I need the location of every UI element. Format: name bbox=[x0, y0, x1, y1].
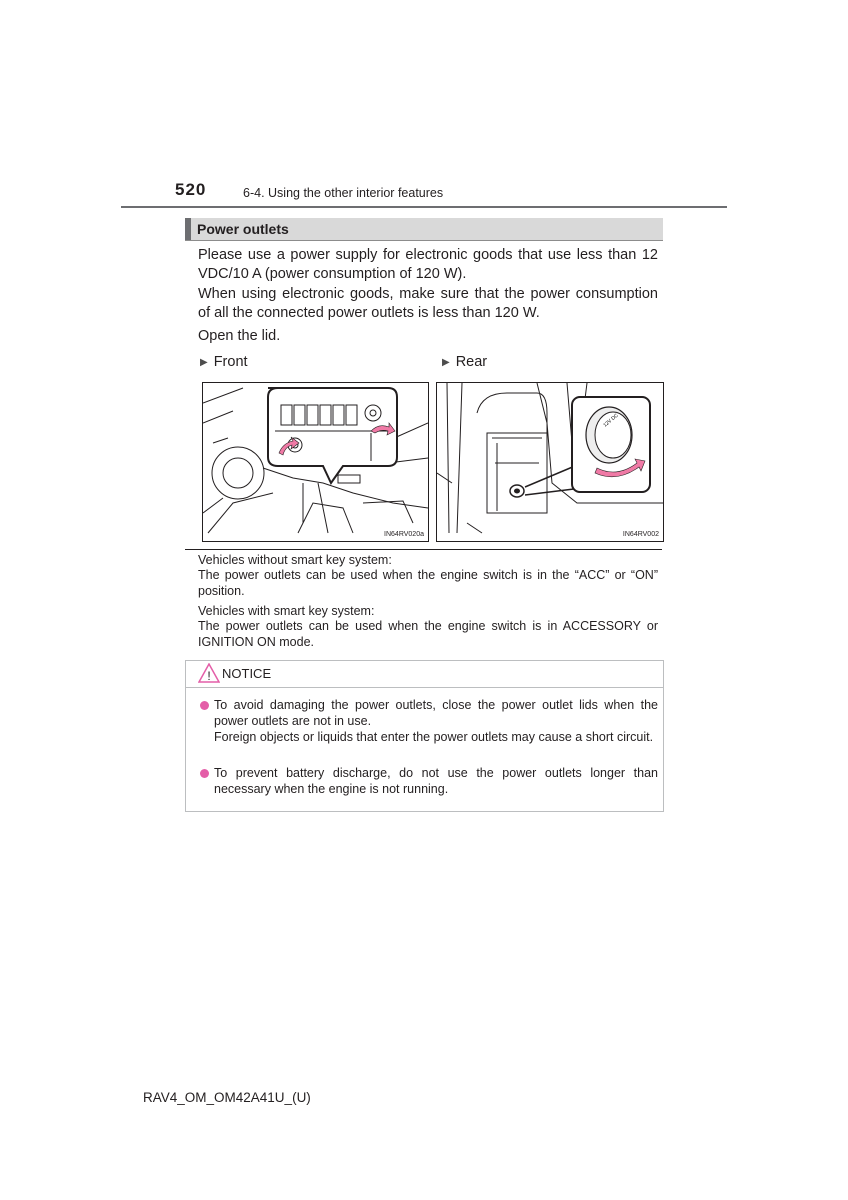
warning-icon bbox=[198, 663, 220, 688]
section-title: 6-4. Using the other interior features bbox=[243, 186, 444, 200]
heading-accent bbox=[185, 218, 191, 240]
front-label-text: Front bbox=[213, 354, 248, 370]
svg-text:!: ! bbox=[207, 669, 211, 683]
rear-outlet-figure bbox=[436, 382, 664, 542]
rear-label bbox=[442, 354, 487, 370]
notice-title: NOTICE bbox=[222, 666, 272, 681]
notice-bullet-2 bbox=[214, 765, 658, 797]
callout-box bbox=[268, 388, 397, 483]
heading-title: Power outlets bbox=[197, 221, 289, 237]
notice-bullet-1-text: To avoid damaging the power outlets, close the power outlet lids when the power outlets are not in use. bbox=[214, 698, 658, 728]
rear-console-illustration bbox=[437, 383, 663, 541]
consumption-paragraph: When using electronic goods, make sure that the power consumption of all the connected power outlets is less than 120 W. bbox=[198, 286, 658, 321]
right-triangle-icon: ▶ bbox=[200, 357, 208, 368]
footer-doc-id: RAV4_OM_OM42A41U_(U) bbox=[143, 1090, 311, 1105]
page-number: 520 bbox=[175, 180, 207, 199]
caption-no-smart-key-title: Vehicles without smart key system: bbox=[198, 553, 392, 567]
svg-text:12V DC: 12V DC bbox=[602, 412, 620, 429]
header-rule bbox=[121, 206, 727, 208]
bullet-dot-icon bbox=[200, 769, 209, 778]
caption-smart-key-title: Vehicles with smart key system: bbox=[198, 604, 375, 618]
rear-figure-code: IN64RV002 bbox=[622, 531, 659, 538]
caption-no-smart-key-text: The power outlets can be used when the engine switch is in the “ACC” or “ON” position. bbox=[198, 568, 658, 598]
notice-bullet-2-text: To prevent battery discharge, do not use the power outlets longer than necessary when the engine is not running. bbox=[214, 766, 658, 796]
notice-box bbox=[185, 660, 664, 812]
bullet-dot-icon bbox=[200, 701, 209, 710]
open-lid-paragraph: Open the lid. bbox=[198, 328, 281, 344]
notice-bullet-1-continued: Foreign objects or liquids that enter the power outlets may cause a short circuit. bbox=[214, 730, 654, 744]
notice-bullet-1 bbox=[214, 697, 658, 729]
front-label bbox=[200, 354, 248, 370]
front-outlet-figure bbox=[202, 382, 429, 542]
front-figure-code: IN64RV020a bbox=[384, 531, 424, 538]
rear-label-text: Rear bbox=[455, 354, 488, 370]
heading-bar bbox=[185, 218, 663, 241]
right-triangle-icon: ▶ bbox=[442, 357, 450, 368]
notice-header bbox=[186, 661, 663, 688]
front-dashboard-illustration bbox=[203, 383, 428, 541]
caption-smart-key-text: The power outlets can be used when the engine switch is in ACCESSORY or IGNITION ON mode. bbox=[198, 619, 658, 649]
caption-rule bbox=[185, 549, 662, 550]
intro-paragraph: Please use a power supply for electronic goods that use less than 12 VDC/10 A (power consumption of 120 W). bbox=[198, 247, 658, 282]
